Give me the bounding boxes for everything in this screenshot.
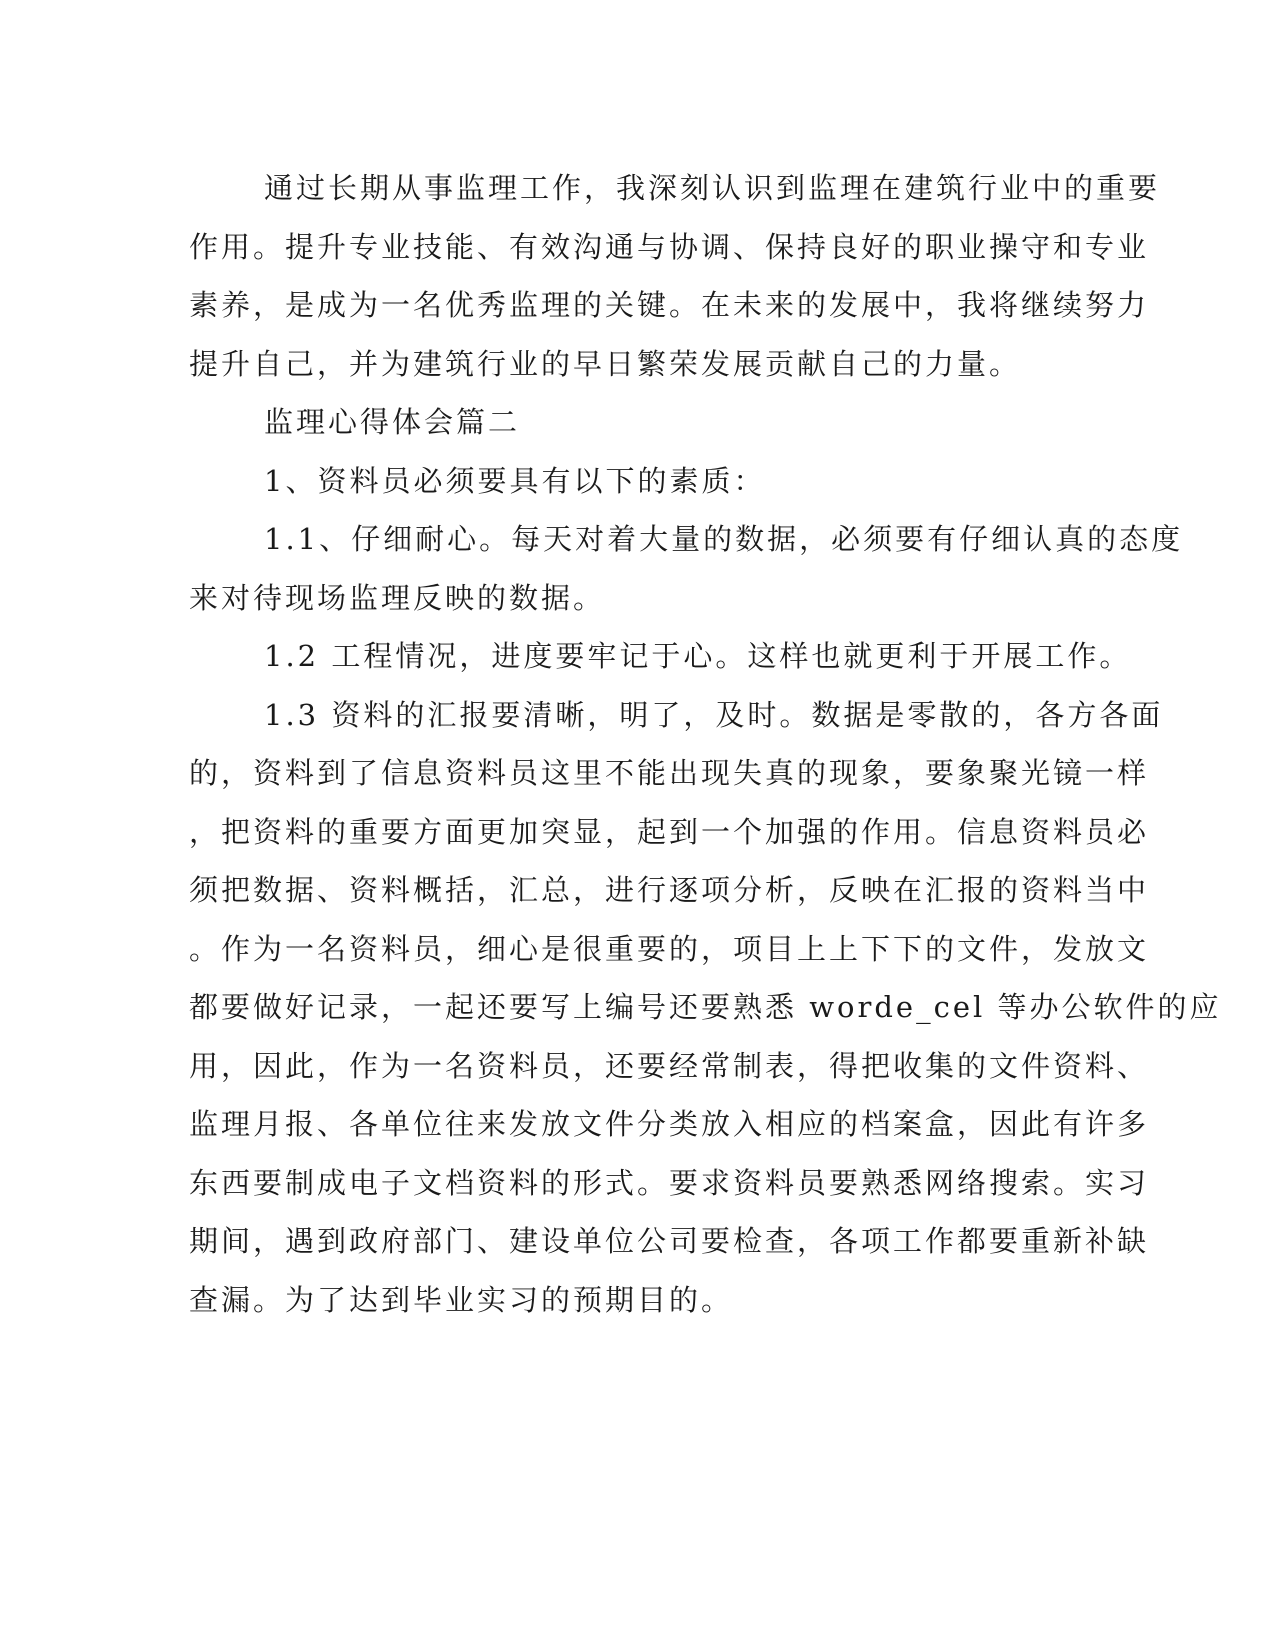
- paragraph-line: 1.2 工程情况，进度要牢记于心。这样也就更利于开展工作。: [264, 639, 1132, 673]
- paragraph-line: 1.1、仔细耐心。每天对着大量的数据，必须要有仔细认真的态度: [264, 522, 1184, 556]
- paragraph-line: 期间，遇到政府部门、建设单位公司要检查，各项工作都要重新补缺: [189, 1224, 1150, 1258]
- paragraph-line: 提升自己，并为建筑行业的早日繁荣发展贡献自己的力量。: [189, 347, 1022, 381]
- paragraph-line: ，把资料的重要方面更加突显，起到一个加强的作用。信息资料员必: [189, 815, 1150, 849]
- paragraph-line: 查漏。为了达到毕业实习的预期目的。: [189, 1283, 734, 1317]
- paragraph-line: 须把数据、资料概括，汇总，进行逐项分析，反映在汇报的资料当中: [189, 873, 1150, 907]
- paragraph-line: 1、资料员必须要具有以下的素质：: [264, 464, 766, 498]
- paragraph-line: 1.3 资料的汇报要清晰，明了，及时。数据是零散的，各方各面: [264, 698, 1164, 732]
- paragraph-line: 用，因此，作为一名资料员，还要经常制表，得把收集的文件资料、: [189, 1049, 1150, 1083]
- paragraph-line: 来对待现场监理反映的数据。: [189, 581, 606, 615]
- paragraph-line: 监理月报、各单位往来发放文件分类放入相应的档案盒，因此有许多: [189, 1107, 1150, 1141]
- paragraph-line: 的，资料到了信息资料员这里不能出现失真的现象，要象聚光镜一样: [189, 756, 1150, 790]
- paragraph-line: 都要做好记录，一起还要写上编号还要熟悉 worde_cel 等办公软件的应: [189, 990, 1222, 1024]
- paragraph-line: 素养，是成为一名优秀监理的关键。在未来的发展中，我将继续努力: [189, 288, 1150, 322]
- paragraph-line: 作用。提升专业技能、有效沟通与协调、保持良好的职业操守和专业: [189, 230, 1150, 264]
- paragraph-line: 。作为一名资料员，细心是很重要的，项目上上下下的文件，发放文: [189, 932, 1150, 966]
- paragraph-line: 东西要制成电子文档资料的形式。要求资料员要熟悉网络搜索。实习: [189, 1166, 1150, 1200]
- section-heading: 监理心得体会篇二: [264, 405, 521, 439]
- paragraph-line: 通过长期从事监理工作，我深刻认识到监理在建筑行业中的重要: [264, 171, 1161, 205]
